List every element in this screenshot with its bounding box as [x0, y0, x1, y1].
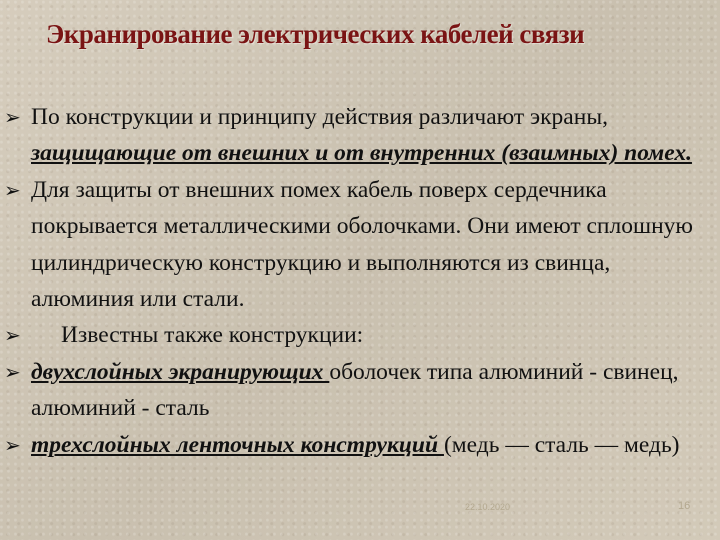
bullet-list — [4, 99, 712, 463]
arrow-bullet-icon: ➢ — [4, 323, 21, 348]
bullet-emphasis: трехслойных ленточных конструкций — [31, 431, 444, 458]
arrow-bullet-icon: ➢ — [4, 177, 21, 202]
bullet-item — [4, 354, 712, 427]
arrow-bullet-icon: ➢ — [4, 432, 21, 457]
bullet-text: Для защиты от внешних помех кабель поверх сердечника покрывается металлическими оболочками. Они имеют сплошную цилиндрическую конструкцию и выполняются из свинца, алюминия или стали. — [31, 176, 693, 313]
bullet-item — [4, 172, 712, 318]
bullet-item — [4, 99, 712, 172]
bullet-emphasis: двухслойных экранирующих — [31, 358, 330, 385]
page-number: 16 — [678, 500, 691, 512]
arrow-bullet-icon: ➢ — [4, 105, 21, 129]
footer-date: 22.10.2020 — [465, 502, 511, 512]
bullet-item — [4, 427, 712, 463]
bullet-text: (медь — сталь — медь) — [443, 431, 680, 458]
bullet-item — [4, 317, 712, 353]
slide-title: Экранирование электрических кабелей связи — [46, 19, 585, 49]
arrow-bullet-icon: ➢ — [4, 359, 21, 384]
bullet-text: По конструкции и принципу действия различают экраны, — [31, 104, 608, 130]
bullet-text: Известны также конструкции: — [61, 322, 364, 349]
bullet-text: оболочек типа алюминий - свинец, алюминий - сталь — [31, 358, 679, 422]
bullet-emphasis: защищающие от внешних и от внутренних (взаимных) помех. — [31, 140, 692, 167]
